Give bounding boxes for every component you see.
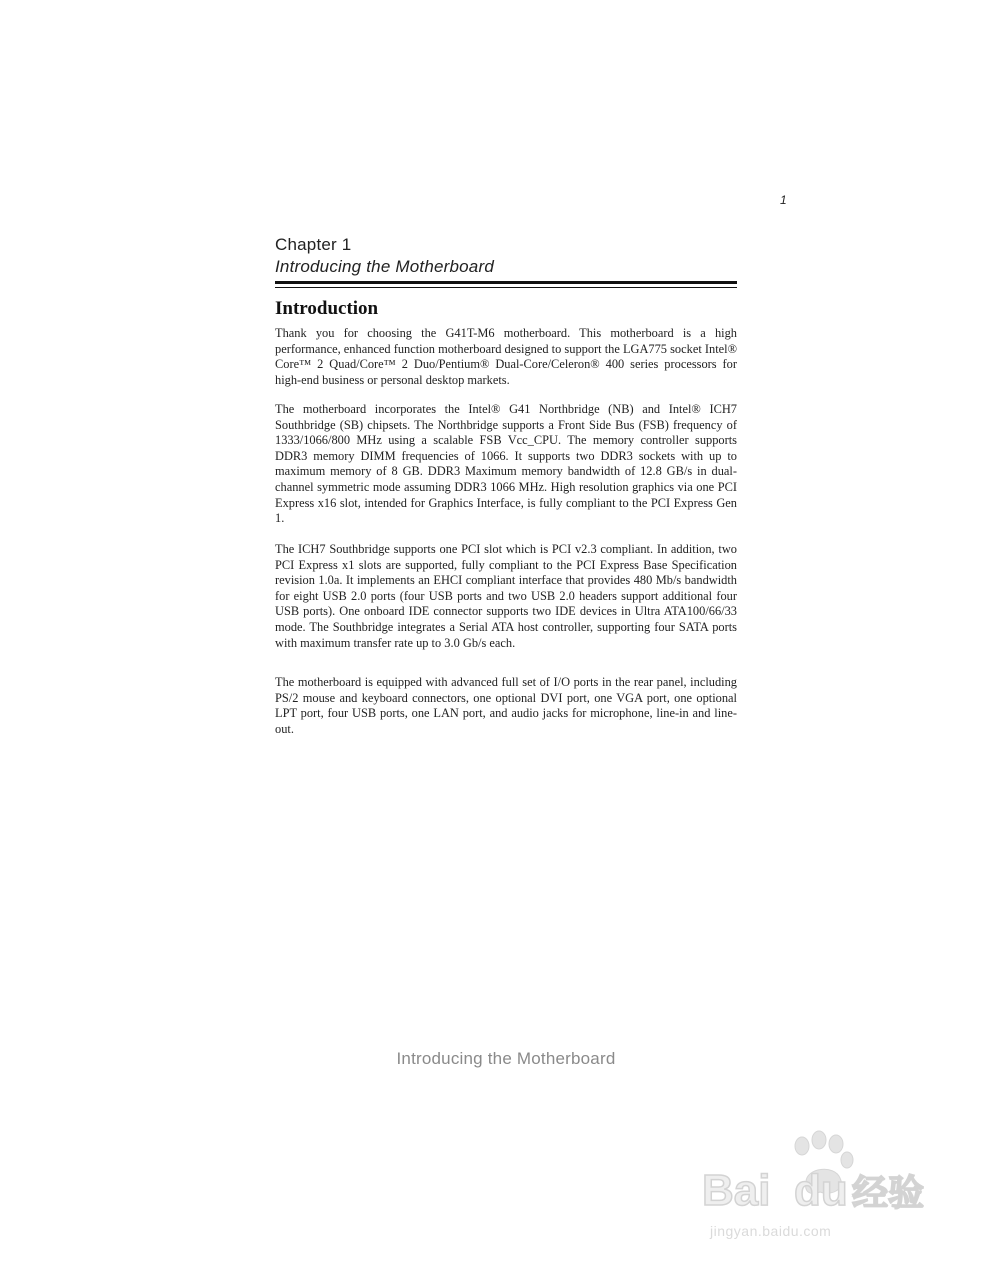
body-paragraph: The ICH7 Southbridge supports one PCI slot which is PCI v2.3 compliant. In addition, two PCI Express x1 slots are supported, fully compliant to the PCI Express Base Specification revision 1.0a. It implements an EHCI compliant interface that provides 480 Mb/s bandwidth for eight USB 2.0 ports (four USB ports and two USB 2.0 headers support additional four USB ports). One onboard IDE connector supports two IDE devices in Ultra ATA100/66/33 mode. The Southbridge integrates a Serial ATA host controller, supporting four SATA ports with maximum transfer rate up to 3.0 Gb/s each. (275, 542, 737, 650)
section-heading: Introduction (275, 298, 379, 319)
baidu-jingyan-watermark (702, 1130, 942, 1240)
page-number: 1 (780, 193, 787, 207)
body-paragraph: The motherboard incorporates the Intel® G41 Northbridge (NB) and Intel® ICH7 Southbridge (SB) chipsets. The Northbridge supports a Front Side Bus (FSB) frequency of 1333/1066/800 MHz using a scalable FSB Vcc_CPU. The memory controller supports DDR3 memory DIMM frequencies of 1066. It supports two DDR3 sockets with up to maximum memory of 8 GB. DDR3 Maximum memory bandwidth of 12.8 GB/s in dual-channel symmetric mode assuming DDR3 1066 MHz. High resolution graphics via one PCI Express x16 slot, intended for Graphics Interface, is fully compliant to the PCI Express Gen 1. (275, 402, 737, 526)
body-paragraph: Thank you for choosing the G41T-M6 motherboard. This motherboard is a high performance, enhanced function motherboard designed to support the LGA775 socket Intel® Core™ 2 Quad/Core™ 2 Duo/Pentium® Dual-Core/Celeron® 400 series processors for high-end business or personal desktop markets. (275, 326, 737, 387)
body-paragraph: The motherboard is equipped with advanced full set of I/O ports in the rear panel, including PS/2 mouse and keyboard connectors, one optional DVI port, one VGA port, one optional LPT port, four USB ports, one LAN port, and audio jacks for microphone, line-in and line-out. (275, 675, 737, 736)
watermark-url: jingyan.baidu.com (710, 1223, 832, 1239)
svg-text:经验: 经验 (852, 1172, 925, 1213)
chapter-title: Introducing the Motherboard (275, 257, 494, 276)
footer-title: Introducing the Motherboard (396, 1049, 616, 1068)
chapter-rule-thin (275, 287, 737, 288)
chapter-rule-thick (275, 281, 737, 284)
svg-text:Bai: Bai (702, 1166, 771, 1215)
chapter-header (275, 234, 737, 278)
chapter-label: Chapter 1 (275, 235, 352, 254)
baidu-paw-logo-icon (702, 1130, 942, 1225)
svg-text:du: du (794, 1166, 848, 1215)
